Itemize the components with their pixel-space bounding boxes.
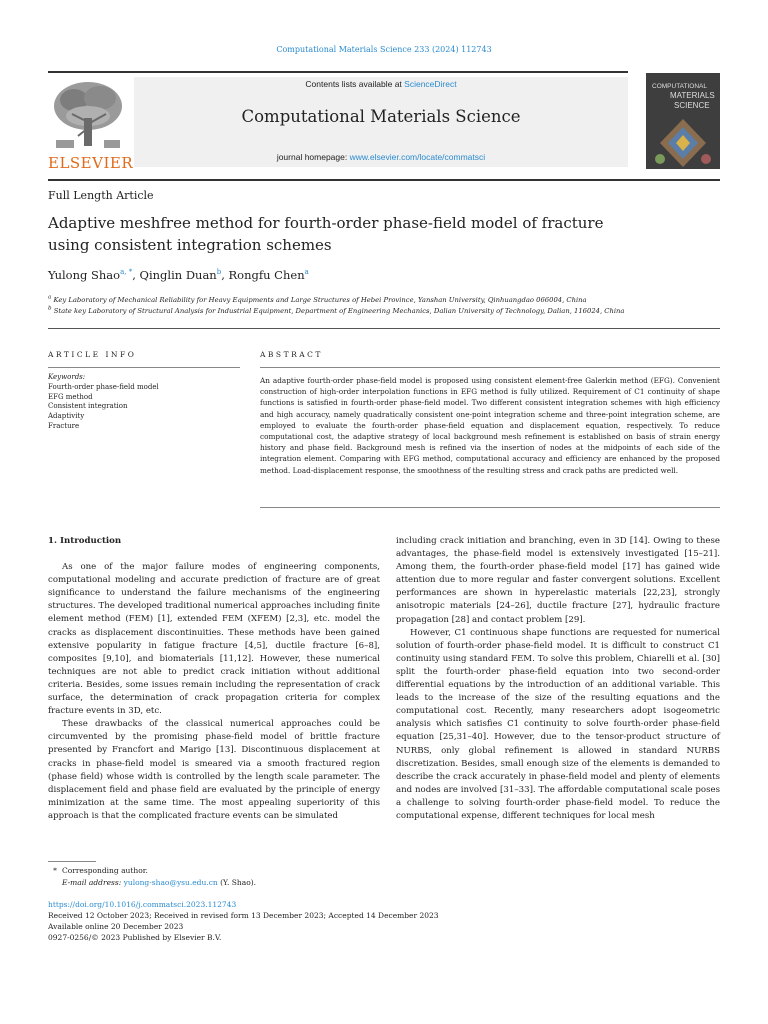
keywords-block — [48, 373, 159, 432]
cover-title-2: MATERIALS — [670, 91, 715, 100]
affiliation-text: Key Laboratory of Mechanical Reliability for Heavy Equipments and Large Structures of Hebei Province, Yanshan University, Qinhuangdao 066004, China — [53, 296, 587, 304]
section-heading-introduction: 1. Introduction — [48, 536, 122, 546]
contents-prefix: Contents lists available at — [305, 79, 405, 89]
author-name[interactable]: Rongfu Chen — [228, 268, 305, 282]
journal-cover — [646, 73, 720, 169]
available-online: Available online 20 December 2023 — [48, 922, 184, 931]
copyright: 0927-0256/© 2023 Published by Elsevier B.V. — [48, 933, 222, 942]
keyword-item: EFG method — [48, 392, 93, 401]
keyword-item: Fourth-order phase-field model — [48, 382, 159, 391]
article-title-line-1: Adaptive meshfree method for fourth-order phase-field model of fracture — [48, 214, 604, 232]
homepage-line — [134, 152, 628, 162]
email-line — [48, 877, 256, 889]
email-suffix: (Y. Shao). — [217, 878, 257, 887]
affiliations — [48, 295, 728, 316]
affiliation-rule — [48, 328, 720, 329]
author-name[interactable]: Yulong Shao — [48, 268, 121, 282]
email-label: E-mail address: — [62, 878, 124, 887]
author-separator: , — [132, 268, 140, 282]
author-name[interactable]: Qinglin Duan — [139, 268, 217, 282]
author-list — [48, 268, 309, 282]
contents-line — [134, 79, 628, 89]
article-title-line-2: using consistent integration schemes — [48, 236, 332, 254]
doi-link[interactable]: https://doi.org/10.1016/j.commatsci.2023.112743 — [48, 900, 237, 909]
abstract-rule — [260, 367, 720, 368]
elsevier-logo — [48, 78, 134, 172]
intro-paragraph: However, C1 continuous shape functions are requested for numerical solution of fourth-order phase-field model. It is difficult to construct C1 continuity using standard FEM. To solve this problem, Chiarelli et al. [30] split the fourth-order phase-field equation into two second-order differential equations by the introduction of an additional variable. This leads to the increase of the size of the resulting equations and the computational cost. Recently, many researchers adopt isogeometric analysis which satisfies C1 continuity to solve fourth-order phase-field equation [25,31–40]. However, due to the tensor-product structure of NURBS, only global refinement is allowed in standard NURBS discretization. Besides, small enough size of the elements is demanded to describe the crack accurately in phase-field model and plenty of elements and nodes are involved [31–33]. The affordable computational scale poses a challenge to solving fourth-order phase-field model. To reduce the computational expense, different techniques for local mesh — [396, 627, 720, 821]
sciencedirect-link[interactable]: ScienceDirect — [404, 79, 457, 89]
keyword-item: Fracture — [48, 421, 80, 430]
homepage-link[interactable]: www.elsevier.com/locate/commatsci — [349, 152, 486, 162]
publisher-wordmark: ELSEVIER — [48, 154, 134, 172]
abstract-heading: ABSTRACT — [260, 350, 323, 359]
affiliation-b — [48, 306, 728, 316]
article-info-rule — [48, 367, 240, 368]
intro-paragraph: These drawbacks of the classical numerical approaches could be circumvented by the promising phase-field model of brittle fracture presented by Francfort and Marigo [13]. Discontinuous displacement at cracks in phase-field model is smeared via a smooth fractured region (phase field) whose width is controlled by the length scale parameter. The displacement field and phase field are evaluated by the principle of energy minimization at the same time. The most appealing superiority of this approach is that the complicated fracture events can be simulated — [48, 719, 380, 821]
author-sup[interactable]: a, * — [120, 268, 133, 277]
affiliation-a — [48, 295, 728, 305]
homepage-prefix: journal homepage: — [276, 152, 350, 162]
footnote-rule — [48, 861, 96, 862]
cover-graphic — [646, 113, 720, 169]
journal-reference[interactable]: Computational Materials Science 233 (2024) 112743 — [276, 45, 492, 54]
keyword-item: Adaptivity — [48, 412, 85, 421]
author-separator: , — [221, 268, 229, 282]
email-link[interactable]: yulong-shao@ysu.edu.cn — [123, 878, 218, 887]
publication-info — [48, 899, 439, 943]
header-bottom-rule — [48, 179, 720, 181]
article-title — [48, 212, 728, 256]
cover-title-3: SCIENCE — [674, 101, 710, 110]
keyword-item: Consistent integration — [48, 402, 128, 411]
abstract-text: An adaptive fourth-order phase-field model is proposed using consistent element-free Galerkin method (EFG). Convenient construction of high-order interpolation functions in EFG method is fully utilized. Requirement of C1 continuity of shape functions is satisfied in fourth-order phase-field model. Two different consistent integration schemes with high efficiency and high accuracy, namely quadratically consistent one-point integration scheme and three-point integration scheme, are employed to evaluate the fourth-order phase-field equation and displacement equation, respectively. To reduce computational cost, the adaptive strategy of local background mesh refinement is established on basis of strain energy history and phase field. Background mesh is refined via the insertion of nodes at the midpoints of each side of the integration element. Comparing with EFG method, computational accuracy and efficiency are enhanced by the proposed method. Load-displacement response, the smoothness of the resulting stress and crack paths are predicted well. — [260, 376, 720, 475]
article-info-heading: ARTICLE INFO — [48, 350, 137, 359]
journal-title: Computational Materials Science — [241, 107, 521, 126]
cover-title-1: COMPUTATIONAL — [652, 83, 708, 90]
affiliation-mark: b — [48, 305, 52, 312]
keywords-label: Keywords: — [48, 373, 86, 381]
corresponding-text: Corresponding author. — [62, 866, 148, 875]
received-dates: Received 12 October 2023; Received in revised form 13 December 2023; Accepted 14 December 2023 — [48, 911, 439, 920]
author-sup[interactable]: a — [304, 268, 309, 277]
affiliation-mark: a — [48, 294, 52, 301]
journal-header-box — [134, 77, 628, 167]
author-sup[interactable]: b — [216, 268, 222, 277]
corresponding-note — [48, 865, 256, 877]
footnote — [48, 865, 256, 889]
header-top-rule — [48, 71, 628, 73]
affiliation-text: State key Laboratory of Structural Analysis for Industrial Equipment, Department of Engineering Mechanics, Dalian University of Technology, Dalian, 116024, China — [53, 307, 625, 315]
asterisk-mark: * — [53, 866, 57, 875]
article-type: Full Length Article — [48, 189, 154, 202]
elsevier-tree-icon — [48, 78, 128, 150]
intro-paragraph: As one of the major failure modes of engineering components, computational modeling and accurate prediction of fracture are of great significance to understand the failure mechanisms of the engineering structures. The developed traditional numerical approaches including finite element method (FEM) [1], extended FEM (XFEM) [2,3], etc. model the cracks as displacement discontinuities. These methods have been gained extensive popularity in fatigue fracture [4,5], ductile fracture [6–8], composites [9,10], and biomaterials [11,12]. However, these numerical techniques are not able to predict crack initiation without additional criteria. Besides, some issues remain including the representation of crack surface, the determination of crack propagation criteria for complex fracture events in 3D, etc. — [48, 562, 380, 717]
abstract-bottom-rule — [260, 507, 720, 508]
intro-left-column — [48, 535, 380, 823]
intro-paragraph: including crack initiation and branching, even in 3D [14]. Owing to these advantages, the phase-field model is extensively investigated [15–21]. Among them, the fourth-order phase-field model [17] has gained wide attention due to more regular and faster convergent solutions. Excellent performances are shown in hyperelastic materials [22,23], strongly anisotropic materials [24–26], ductile fracture [27], hydraulic fracture propagation [28] and contact problem [29]. — [396, 536, 720, 625]
intro-right-column — [396, 535, 720, 823]
